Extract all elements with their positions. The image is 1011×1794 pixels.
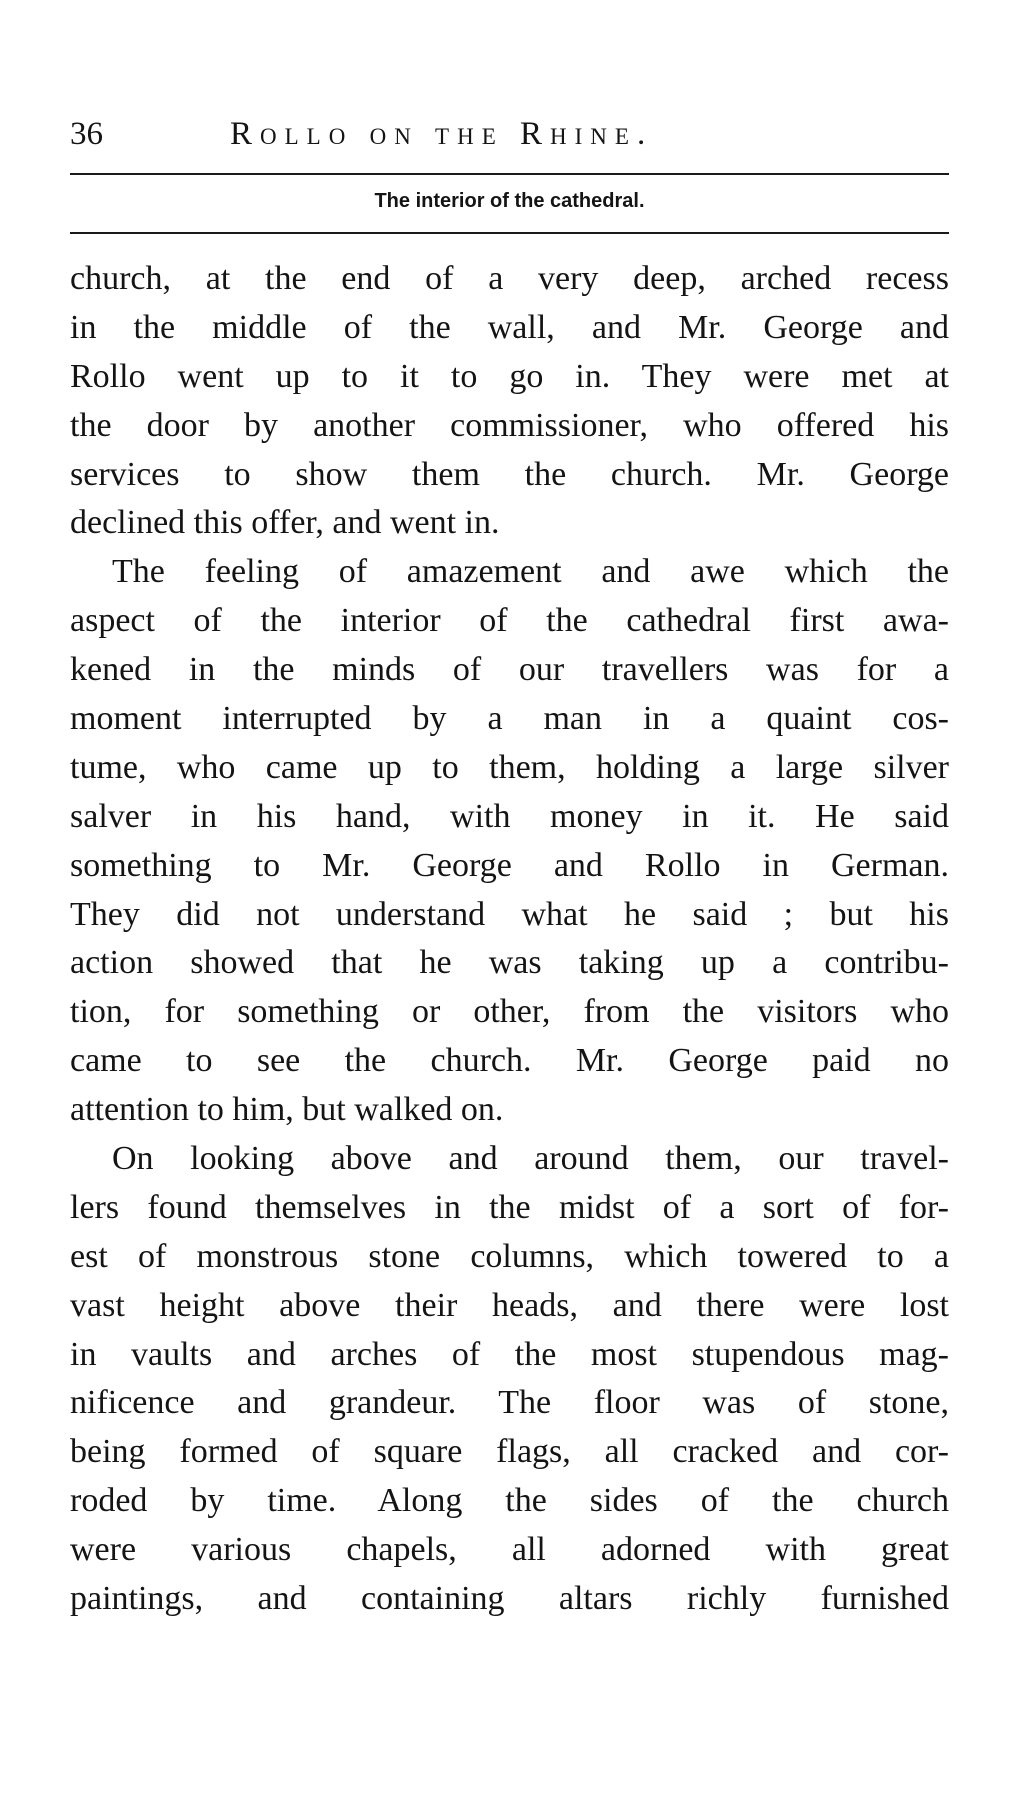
text-line: attention to him, but walked on. <box>70 1091 504 1129</box>
body-text <box>70 255 949 1624</box>
text-line: The feeling of amazement and awe which the <box>112 553 949 591</box>
text-line: tume, who came up to them, holding a large silver <box>70 748 949 786</box>
text-line: in the middle of the wall, and Mr. George and <box>70 308 949 346</box>
text-line: roded by time. Along the sides of the church <box>70 1482 949 1520</box>
page-number: 36 <box>70 116 103 152</box>
text-line: were various chapels, all adorned with great <box>70 1531 949 1569</box>
text-line: in vaults and arches of the most stupendous mag- <box>70 1335 949 1373</box>
text-line: something to Mr. George and Rollo in German. <box>70 846 949 884</box>
text-line: church, at the end of a very deep, arched recess <box>70 260 949 297</box>
text-line: They did not understand what he said ; but his <box>70 895 949 933</box>
text-line: came to see the church. Mr. George paid no <box>70 1042 949 1080</box>
running-head <box>70 112 949 156</box>
text-line: nificence and grandeur. The floor was of stone, <box>70 1384 949 1422</box>
text-line: the door by another commissioner, who offered his <box>70 406 949 444</box>
text-line: declined this offer, and went in. <box>70 504 500 542</box>
running-title: Rollo on the Rhine. <box>230 116 654 152</box>
text-line: aspect of the interior of the cathedral first awa- <box>70 602 949 640</box>
text-line: being formed of square flags, all cracked and cor- <box>70 1433 949 1471</box>
text-line: action showed that he was taking up a contribu- <box>70 944 949 982</box>
text-line: vast height above their heads, and there were lost <box>70 1286 949 1324</box>
text-line: tion, for something or other, from the visitors who <box>70 993 949 1031</box>
header-rule-bottom <box>70 232 949 234</box>
text-line: lers found themselves in the midst of a sort of for- <box>70 1188 949 1226</box>
section-caption: The interior of the cathedral. <box>374 190 645 212</box>
text-line: services to show them the church. Mr. George <box>70 455 949 493</box>
text-line: On looking above and around them, our travel- <box>112 1140 949 1178</box>
text-line: salver in his hand, with money in it. He said <box>70 797 949 835</box>
text-line: kened in the minds of our travellers was for a <box>70 651 949 689</box>
text-line: est of monstrous stone columns, which towered to a <box>70 1237 949 1275</box>
book-page <box>70 0 949 1794</box>
text-line: moment interrupted by a man in a quaint cos- <box>70 700 949 738</box>
text-line: Rollo went up to it to go in. They were met at <box>70 357 949 395</box>
header-rule-top <box>70 173 949 175</box>
text-line: paintings, and containing altars richly furnished <box>70 1580 949 1618</box>
